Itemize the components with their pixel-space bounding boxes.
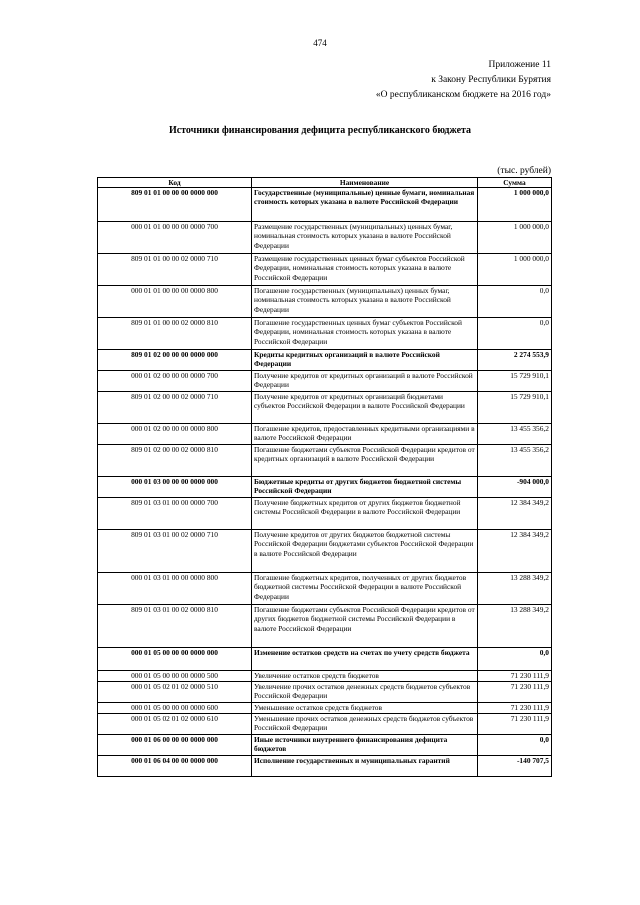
row-code: 000 01 06 04 00 00 0000 000 bbox=[98, 756, 252, 777]
row-name: Получение кредитов от других бюджетов бюджетной системы Российской Федерации бюджетами субъектов Российской Федерации в валюте Российской Федерации bbox=[252, 530, 478, 573]
row-code: 000 01 05 02 01 02 0000 610 bbox=[98, 714, 252, 735]
row-code: 809 01 03 01 00 02 0000 710 bbox=[98, 530, 252, 573]
row-code: 809 01 02 00 00 00 0000 000 bbox=[98, 350, 252, 371]
row-name: Погашение бюджетных кредитов, полученных от других бюджетов бюджетной системы Российской Федерации в валюте Российской Федерации bbox=[252, 573, 478, 605]
table-row bbox=[98, 682, 552, 703]
row-amount: 1 000 000,0 bbox=[478, 222, 552, 254]
row-amount: 1 000 000,0 bbox=[478, 188, 552, 222]
row-name: Погашение бюджетами субъектов Российской Федерации кредитов от других бюджетов бюджетной системы Российской Федерации в валюте Российской Федерации bbox=[252, 605, 478, 648]
table-row bbox=[98, 188, 552, 222]
row-name: Получение бюджетных кредитов от других бюджетов бюджетной системы Российской Федерации в валюте Российской Федерации bbox=[252, 498, 478, 530]
table-row bbox=[98, 573, 552, 605]
row-name: Размещение государственных (муниципальных) ценных бумаг, номинальная стоимость которых указана в валюте Российской Федерации bbox=[252, 222, 478, 254]
row-code: 000 01 05 00 00 00 0000 000 bbox=[98, 648, 252, 671]
row-code: 000 01 05 00 00 00 0000 600 bbox=[98, 703, 252, 714]
row-amount: -904 000,0 bbox=[478, 477, 552, 498]
row-code: 000 01 01 00 00 00 0000 700 bbox=[98, 222, 252, 254]
table-row bbox=[98, 350, 552, 371]
units-note: (тыс. рублей) bbox=[497, 166, 551, 176]
row-code: 000 01 01 00 00 00 0000 800 bbox=[98, 286, 252, 318]
row-amount: 1 000 000,0 bbox=[478, 254, 552, 286]
row-name: Уменьшение прочих остатков денежных средств бюджетов субъектов Российской Федерации bbox=[252, 714, 478, 735]
row-name: Кредиты кредитных организаций в валюте Российской Федерации bbox=[252, 350, 478, 371]
row-amount: 0,0 bbox=[478, 286, 552, 318]
row-code: 000 01 03 00 00 00 0000 000 bbox=[98, 477, 252, 498]
appendix-line-2: к Закону Республики Бурятия bbox=[431, 75, 551, 85]
table-row bbox=[98, 735, 552, 756]
table-row bbox=[98, 222, 552, 254]
row-amount: 0,0 bbox=[478, 318, 552, 350]
row-code: 000 01 06 00 00 00 0000 000 bbox=[98, 735, 252, 756]
row-name: Погашение кредитов, предоставленных кредитными организациями в валюте Российской Федерации bbox=[252, 424, 478, 445]
row-name: Изменение остатков средств на счетах по учету средств бюджета bbox=[252, 648, 478, 671]
page-number: 474 bbox=[313, 38, 327, 48]
row-name: Исполнение государственных и муниципальных гарантий bbox=[252, 756, 478, 777]
appendix-line-1: Приложение 11 bbox=[488, 60, 551, 70]
row-name: Увеличение остатков средств бюджетов bbox=[252, 671, 478, 682]
table-row bbox=[98, 714, 552, 735]
row-name: Погашение государственных ценных бумаг субъектов Российской Федерации, номинальная стоимость которых указана в валюте Российской Федерации bbox=[252, 318, 478, 350]
table-header-row bbox=[98, 178, 552, 188]
row-code: 809 01 01 00 00 00 0000 000 bbox=[98, 188, 252, 222]
row-amount: 2 274 553,9 bbox=[478, 350, 552, 371]
table-row bbox=[98, 445, 552, 477]
row-amount: 15 729 910,1 bbox=[478, 371, 552, 392]
row-name: Получение кредитов от кредитных организаций в валюте Российской Федерации bbox=[252, 371, 478, 392]
row-name: Увеличение прочих остатков денежных средств бюджетов субъектов Российской Федерации bbox=[252, 682, 478, 703]
row-code: 809 01 02 00 00 02 0000 810 bbox=[98, 445, 252, 477]
appendix-line-3: «О республиканском бюджете на 2016 год» bbox=[375, 90, 551, 100]
header-name: Наименование bbox=[252, 178, 478, 188]
row-name: Иные источники внутреннего финансирования дефицита бюджетов bbox=[252, 735, 478, 756]
row-name: Государственные (муниципальные) ценные бумаги, номинальная стоимость которых указана в валюте Российской Федерации bbox=[252, 188, 478, 222]
row-amount: 15 729 910,1 bbox=[478, 392, 552, 424]
row-code: 000 01 05 02 01 02 0000 510 bbox=[98, 682, 252, 703]
table-row bbox=[98, 318, 552, 350]
row-code: 809 01 01 00 00 02 0000 710 bbox=[98, 254, 252, 286]
table-body bbox=[98, 188, 552, 777]
row-amount: 0,0 bbox=[478, 648, 552, 671]
financing-sources-table bbox=[97, 177, 552, 777]
row-code: 000 01 02 00 00 00 0000 700 bbox=[98, 371, 252, 392]
table-row bbox=[98, 605, 552, 648]
table-row bbox=[98, 424, 552, 445]
header-amount: Сумма bbox=[478, 178, 552, 188]
row-name: Получение кредитов от кредитных организаций бюджетами субъектов Российской Федерации в валюте Российской Федерации bbox=[252, 392, 478, 424]
row-amount: 13 288 349,2 bbox=[478, 605, 552, 648]
table-row bbox=[98, 392, 552, 424]
row-amount: 71 230 111,9 bbox=[478, 714, 552, 735]
table-row bbox=[98, 648, 552, 671]
row-code: 000 01 03 01 00 00 0000 800 bbox=[98, 573, 252, 605]
row-amount: 71 230 111,9 bbox=[478, 703, 552, 714]
row-amount: 13 455 356,2 bbox=[478, 445, 552, 477]
table-row bbox=[98, 254, 552, 286]
document-title: Источники финансирования дефицита республиканского бюджета bbox=[168, 125, 472, 136]
row-amount: 12 384 349,2 bbox=[478, 530, 552, 573]
row-name: Уменьшение остатков средств бюджетов bbox=[252, 703, 478, 714]
table-row bbox=[98, 498, 552, 530]
row-name: Бюджетные кредиты от других бюджетов бюджетной системы Российской Федерации bbox=[252, 477, 478, 498]
row-amount: 71 230 111,9 bbox=[478, 682, 552, 703]
row-code: 809 01 02 00 00 02 0000 710 bbox=[98, 392, 252, 424]
row-code: 000 01 02 00 00 00 0000 800 bbox=[98, 424, 252, 445]
row-amount: 13 455 356,2 bbox=[478, 424, 552, 445]
row-amount: 0,0 bbox=[478, 735, 552, 756]
row-code: 809 01 01 00 00 02 0000 810 bbox=[98, 318, 252, 350]
table-row bbox=[98, 371, 552, 392]
row-name: Размещение государственных ценных бумаг субъектов Российской Федерации, номинальная стоимость которых указана в валюте Российской Федерации bbox=[252, 254, 478, 286]
row-amount: 13 288 349,2 bbox=[478, 573, 552, 605]
row-code: 809 01 03 01 00 00 0000 700 bbox=[98, 498, 252, 530]
table-row bbox=[98, 530, 552, 573]
row-code: 809 01 03 01 00 02 0000 810 bbox=[98, 605, 252, 648]
table-row bbox=[98, 756, 552, 777]
row-amount: 12 384 349,2 bbox=[478, 498, 552, 530]
table-row bbox=[98, 477, 552, 498]
row-name: Погашение государственных (муниципальных) ценных бумаг, номинальная стоимость которых указана в валюте Российской Федерации bbox=[252, 286, 478, 318]
appendix-header bbox=[376, 58, 551, 103]
header-code: Код bbox=[98, 178, 252, 188]
row-amount: 71 230 111,9 bbox=[478, 671, 552, 682]
table-row bbox=[98, 703, 552, 714]
row-code: 000 01 05 00 00 00 0000 500 bbox=[98, 671, 252, 682]
row-name: Погашение бюджетами субъектов Российской Федерации кредитов от кредитных организаций в валюте Российской Федерации bbox=[252, 445, 478, 477]
row-amount: -140 707,5 bbox=[478, 756, 552, 777]
table-row bbox=[98, 671, 552, 682]
table-row bbox=[98, 286, 552, 318]
